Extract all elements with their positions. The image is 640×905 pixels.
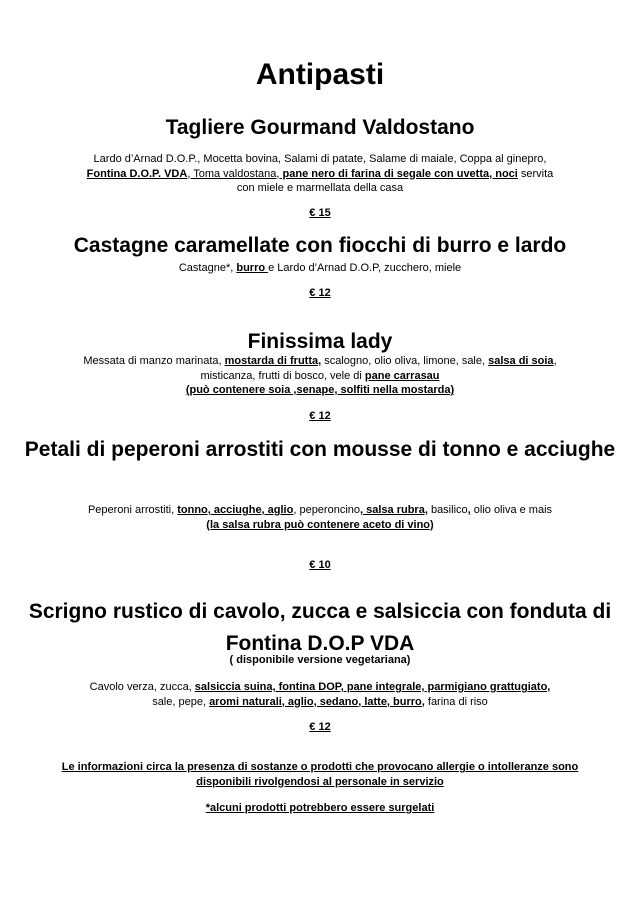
allergen-text: salsa di soia — [488, 355, 554, 367]
dish-description-castagne — [30, 261, 610, 276]
dish-name-castagne: Castagne caramellate con fiocchi di burro e lardo — [73, 234, 567, 257]
desc-text: Peperoni arrostiti, — [87, 504, 178, 516]
dish-name-scrigno: Scrigno rustico di cavolo, zucca e salsiccia con fonduta di Fontina D.O.P VDA — [28, 600, 612, 655]
desc-text: farina di riso — [424, 695, 488, 708]
desc-text: con miele e marmellata della casa — [236, 182, 404, 194]
dish-description-tagliere — [30, 152, 610, 196]
dish-price-tagliere: € 15 — [309, 207, 331, 219]
allergen-text: aromi naturali, aglio, sedano, latte, burro, — [209, 695, 425, 708]
dish-price-scrigno: € 12 — [309, 721, 331, 733]
dish-description-scrigno — [30, 680, 610, 709]
allergen-text: , Toma valdostana, — [187, 167, 280, 180]
desc-text: , peperoncino — [293, 504, 361, 516]
desc-text: scalogno, olio oliva, limone, sale, — [321, 355, 489, 367]
allergen-note: Le informazioni circa la presenza di sostanze o prodotti che provocano allergie o intolleranze sono disponibili rivolgendosi al personale in servizio — [61, 761, 579, 788]
dish-name-peperoni: Petali di peperoni arrostiti con mousse di tonno e acciughe — [24, 438, 616, 461]
dish-price-peperoni: € 10 — [309, 559, 331, 571]
allergen-text: pane nero di farina di segale con uvetta, noci — [279, 167, 518, 180]
allergen-text: , — [467, 504, 471, 516]
frozen-note: *alcuni prodotti potrebbero essere surgelati — [205, 802, 435, 814]
dish-description-finissima — [30, 354, 610, 398]
desc-text: e Lardo d’Arnad D.O.P, zucchero, miele — [268, 262, 462, 274]
desc-text: Messata di manzo marinata, — [83, 355, 225, 367]
allergen-note-inline: (la salsa rubra può contenere aceto di vino) — [206, 518, 434, 531]
allergen-text: , salsa rubra, — [360, 504, 428, 516]
allergen-text: Fontina D.O.P. VDA — [86, 167, 188, 180]
desc-text: Cavolo verza, zucca, — [89, 681, 195, 693]
allergen-text: pane carrasau — [364, 369, 440, 382]
dish-name-tagliere: Tagliere Gourmand Valdostano — [165, 116, 475, 139]
desc-text: misticanza, frutti di bosco, vele di — [200, 369, 365, 382]
desc-text: olio oliva e mais — [470, 504, 553, 516]
allergen-text: tonno, acciughe, aglio — [177, 504, 294, 516]
desc-text: servita — [517, 167, 554, 180]
allergen-text: mostarda di frutta, — [224, 355, 322, 367]
dish-name-finissima: Finissima lady — [247, 330, 393, 353]
desc-text: sale, pepe, — [152, 695, 210, 708]
dish-subtitle-scrigno: ( disponibile versione vegetariana) — [229, 654, 411, 666]
dish-description-peperoni — [30, 503, 610, 532]
dish-price-castagne: € 12 — [309, 287, 331, 299]
allergen-text: burro — [236, 262, 269, 274]
desc-text: Castagne*, — [178, 262, 237, 274]
desc-text: , — [553, 355, 557, 367]
allergen-note-inline: (può contenere soia ,senape, solfiti nella mostarda) — [185, 384, 455, 396]
page-title: Antipasti — [255, 58, 385, 91]
allergen-text: salsiccia suina, fontina DOP, pane integrale, parmigiano grattugiato, — [194, 681, 551, 693]
desc-text: Lardo d’Arnad D.O.P., Mocetta bovina, Salami di patate, Salame di maiale, Coppa al ginepro, — [93, 153, 547, 165]
desc-text: basilico — [427, 504, 468, 516]
dish-price-finissima: € 12 — [309, 410, 331, 422]
